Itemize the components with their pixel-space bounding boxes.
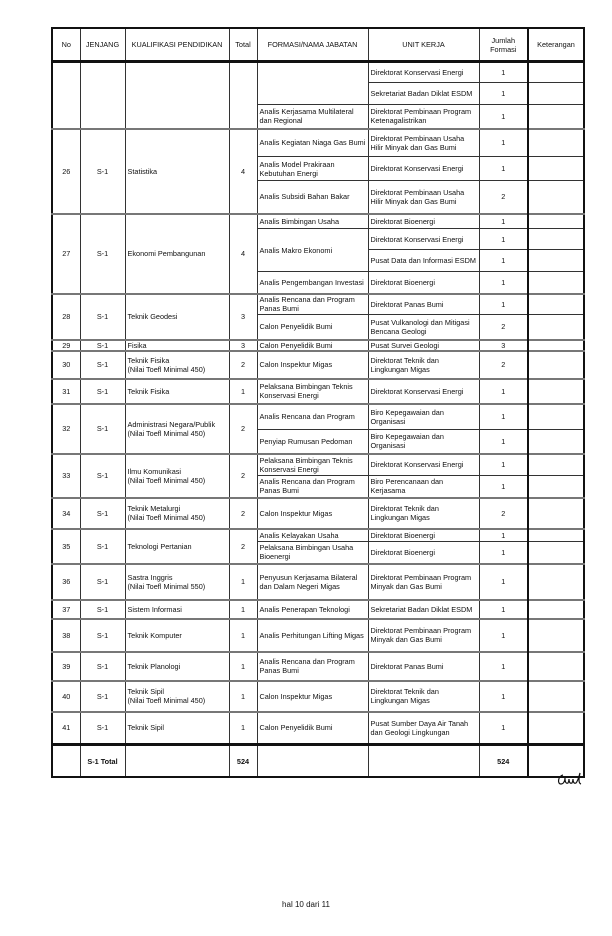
jumlah-formasi-cell: 1 bbox=[479, 294, 528, 315]
total-cell: 4 bbox=[229, 214, 257, 294]
no-cell bbox=[52, 62, 80, 129]
keterangan-cell bbox=[528, 250, 584, 272]
jenjang-cell: S-1 bbox=[80, 294, 125, 340]
no-cell: 28 bbox=[52, 294, 80, 340]
jumlah-formasi-cell: 2 bbox=[479, 351, 528, 379]
jenjang-cell: S-1 bbox=[80, 404, 125, 454]
jumlah-formasi-cell: 1 bbox=[479, 250, 528, 272]
keterangan-cell bbox=[528, 430, 584, 454]
unit-kerja-cell: Direktorat Teknik dan Lingkungan Migas bbox=[368, 351, 479, 379]
total-unit-cell bbox=[368, 745, 479, 778]
unit-kerja-cell: Pusat Vulkanologi dan Mitigasi Bencana Geologi bbox=[368, 315, 479, 340]
jenjang-cell: S-1 bbox=[80, 652, 125, 681]
jenjang-cell: S-1 bbox=[80, 129, 125, 214]
no-cell: 30 bbox=[52, 351, 80, 379]
table-row bbox=[52, 498, 584, 529]
table-row bbox=[52, 619, 584, 652]
keterangan-cell bbox=[528, 83, 584, 105]
table-row bbox=[52, 379, 584, 404]
keterangan-cell bbox=[528, 272, 584, 294]
table-row bbox=[52, 681, 584, 712]
keterangan-cell bbox=[528, 564, 584, 600]
jumlah-formasi-cell: 1 bbox=[479, 619, 528, 652]
kualifikasi-cell: Sistem Informasi bbox=[125, 600, 229, 619]
kualifikasi-cell: Ekonomi Pembangunan bbox=[125, 214, 229, 294]
jenjang-cell: S-1 bbox=[80, 712, 125, 745]
jenjang-cell: S-1 bbox=[80, 529, 125, 564]
jenjang-cell: S-1 bbox=[80, 379, 125, 404]
kualifikasi-cell: Teknik Komputer bbox=[125, 619, 229, 652]
jumlah-formasi-cell: 2 bbox=[479, 498, 528, 529]
keterangan-cell bbox=[528, 379, 584, 404]
jumlah-formasi-cell: 1 bbox=[479, 542, 528, 564]
unit-kerja-cell: Direktorat Panas Bumi bbox=[368, 652, 479, 681]
formasi-cell: Analis Model Prakiraan Kebutuhan Energi bbox=[257, 157, 368, 181]
header-formasi: FORMASI/NAMA JABATAN bbox=[257, 28, 368, 62]
total-cell: 3 bbox=[229, 294, 257, 340]
formasi-cell: Analis Pengembangan Investasi bbox=[257, 272, 368, 294]
jumlah-formasi-cell: 1 bbox=[479, 157, 528, 181]
jenjang-cell: S-1 bbox=[80, 340, 125, 351]
formasi-cell: Pelaksana Bimbingan Teknis Konservasi Energi bbox=[257, 379, 368, 404]
no-cell: 27 bbox=[52, 214, 80, 294]
formasi-cell: Analis Rencana dan Program Panas Bumi bbox=[257, 294, 368, 315]
jumlah-formasi-cell: 1 bbox=[479, 454, 528, 476]
keterangan-cell bbox=[528, 454, 584, 476]
no-cell: 37 bbox=[52, 600, 80, 619]
keterangan-cell bbox=[528, 62, 584, 83]
no-cell: 35 bbox=[52, 529, 80, 564]
keterangan-cell bbox=[528, 229, 584, 250]
table-row bbox=[52, 564, 584, 600]
formasi-cell: Analis Rencana dan Program bbox=[257, 404, 368, 430]
formasi-cell: Analis Rencana dan Program Panas Bumi bbox=[257, 476, 368, 498]
formasi-cell: Analis Kerjasama Multilateral dan Regional bbox=[257, 105, 368, 129]
formasi-cell: Analis Rencana dan Program Panas Bumi bbox=[257, 652, 368, 681]
no-cell: 40 bbox=[52, 681, 80, 712]
unit-kerja-cell: Direktorat Teknik dan Lingkungan Migas bbox=[368, 681, 479, 712]
total-cell: 1 bbox=[229, 681, 257, 712]
formasi-cell: Analis Bimbingan Usaha bbox=[257, 214, 368, 229]
total-kualifikasi-cell bbox=[125, 745, 229, 778]
total-row bbox=[52, 745, 584, 778]
formasi-cell: Penyiap Rumusan Pedoman bbox=[257, 430, 368, 454]
header-total: Total bbox=[229, 28, 257, 62]
kualifikasi-cell: Teknik Fisika bbox=[125, 379, 229, 404]
jumlah-formasi-cell: 1 bbox=[479, 529, 528, 542]
total-cell: 2 bbox=[229, 498, 257, 529]
jumlah-formasi-cell: 1 bbox=[479, 476, 528, 498]
jenjang-cell: S-1 bbox=[80, 564, 125, 600]
no-cell: 29 bbox=[52, 340, 80, 351]
no-cell: 41 bbox=[52, 712, 80, 745]
keterangan-cell bbox=[528, 712, 584, 745]
table-row bbox=[52, 214, 584, 229]
jumlah-formasi-cell: 1 bbox=[479, 272, 528, 294]
unit-kerja-cell: Direktorat Bioenergi bbox=[368, 272, 479, 294]
jumlah-formasi-cell: 1 bbox=[479, 229, 528, 250]
table-row bbox=[52, 529, 584, 542]
jumlah-formasi-cell: 2 bbox=[479, 315, 528, 340]
header-jumlah-formasi: Jumlah Formasi bbox=[479, 28, 528, 62]
kualifikasi-cell: Ilmu Komunikasi (Nilai Toefl Minimal 450) bbox=[125, 454, 229, 498]
jumlah-formasi-cell: 1 bbox=[479, 681, 528, 712]
keterangan-cell bbox=[528, 476, 584, 498]
unit-kerja-cell: Direktorat Konservasi Energi bbox=[368, 157, 479, 181]
unit-kerja-cell: Direktorat Bioenergi bbox=[368, 542, 479, 564]
total-cell bbox=[229, 62, 257, 129]
kualifikasi-cell: Teknik Geodesi bbox=[125, 294, 229, 340]
keterangan-cell bbox=[528, 619, 584, 652]
formasi-cell: Analis Makro Ekonomi bbox=[257, 229, 368, 272]
keterangan-cell bbox=[528, 600, 584, 619]
keterangan-cell bbox=[528, 351, 584, 379]
formasi-cell: Analis Kegiatan Niaga Gas Bumi bbox=[257, 129, 368, 157]
signature-initial bbox=[556, 772, 582, 788]
jenjang-cell: S-1 bbox=[80, 454, 125, 498]
keterangan-cell bbox=[528, 157, 584, 181]
page-number: hal 10 dari 11 bbox=[282, 900, 330, 909]
total-no-cell bbox=[52, 745, 80, 778]
keterangan-cell bbox=[528, 214, 584, 229]
table-row bbox=[52, 454, 584, 476]
unit-kerja-cell: Sekretariat Badan Diklat ESDM bbox=[368, 83, 479, 105]
keterangan-cell bbox=[528, 652, 584, 681]
table-header-row bbox=[52, 28, 584, 62]
no-cell: 36 bbox=[52, 564, 80, 600]
unit-kerja-cell: Direktorat Bioenergi bbox=[368, 529, 479, 542]
total-cell: 4 bbox=[229, 129, 257, 214]
unit-kerja-cell: Direktorat Pembinaan Program Minyak dan Gas Bumi bbox=[368, 564, 479, 600]
keterangan-cell bbox=[528, 404, 584, 430]
unit-kerja-cell: Direktorat Konservasi Energi bbox=[368, 62, 479, 83]
keterangan-cell bbox=[528, 181, 584, 214]
jumlah-formasi-cell: 1 bbox=[479, 600, 528, 619]
unit-kerja-cell: Pusat Data dan Informasi ESDM bbox=[368, 250, 479, 272]
unit-kerja-cell: Biro Perencanaan dan Kerjasama bbox=[368, 476, 479, 498]
jumlah-formasi-cell: 2 bbox=[479, 181, 528, 214]
kualifikasi-cell: Teknik Sipil bbox=[125, 712, 229, 745]
unit-kerja-cell: Pusat Survei Geologi bbox=[368, 340, 479, 351]
jenjang-cell: S-1 bbox=[80, 214, 125, 294]
table-row bbox=[52, 340, 584, 351]
total-label: S-1 Total bbox=[80, 745, 125, 778]
jumlah-formasi-cell: 1 bbox=[479, 404, 528, 430]
keterangan-cell bbox=[528, 340, 584, 351]
kualifikasi-cell: Sastra Inggris (Nilai Toefl Minimal 550) bbox=[125, 564, 229, 600]
jenjang-cell: S-1 bbox=[80, 351, 125, 379]
table-row bbox=[52, 62, 584, 83]
unit-kerja-cell: Biro Kepegawaian dan Organisasi bbox=[368, 430, 479, 454]
total-cell: 2 bbox=[229, 404, 257, 454]
kualifikasi-cell: Teknik Fisika (Nilai Toefl Minimal 450) bbox=[125, 351, 229, 379]
formasi-table bbox=[51, 27, 585, 778]
formasi-cell: Analis Kelayakan Usaha bbox=[257, 529, 368, 542]
header-unit-kerja: UNIT KERJA bbox=[368, 28, 479, 62]
no-cell: 39 bbox=[52, 652, 80, 681]
kualifikasi-cell: Administrasi Negara/Publik (Nilai Toefl Minimal 450) bbox=[125, 404, 229, 454]
formasi-cell: Calon Penyelidik Bumi bbox=[257, 315, 368, 340]
jenjang-cell: S-1 bbox=[80, 498, 125, 529]
table-row bbox=[52, 712, 584, 745]
jenjang-cell bbox=[80, 62, 125, 129]
formasi-cell: Analis Perhitungan Lifting Migas bbox=[257, 619, 368, 652]
table-row bbox=[52, 600, 584, 619]
total-formasi-cell bbox=[257, 745, 368, 778]
jenjang-cell: S-1 bbox=[80, 681, 125, 712]
jumlah-formasi-cell: 1 bbox=[479, 129, 528, 157]
unit-kerja-cell: Biro Kepegawaian dan Organisasi bbox=[368, 404, 479, 430]
unit-kerja-cell: Direktorat Pembinaan Program Minyak dan Gas Bumi bbox=[368, 619, 479, 652]
kualifikasi-cell: Teknik Sipil (Nilai Toefl Minimal 450) bbox=[125, 681, 229, 712]
kualifikasi-cell: Teknik Planologi bbox=[125, 652, 229, 681]
table-row bbox=[52, 351, 584, 379]
table-row bbox=[52, 129, 584, 157]
header-jenjang: JENJANG bbox=[80, 28, 125, 62]
kualifikasi-cell bbox=[125, 62, 229, 129]
kualifikasi-cell: Teknik Metalurgi (Nilai Toefl Minimal 450) bbox=[125, 498, 229, 529]
no-cell: 38 bbox=[52, 619, 80, 652]
total-cell: 2 bbox=[229, 351, 257, 379]
unit-kerja-cell: Direktorat Konservasi Energi bbox=[368, 454, 479, 476]
header-kualifikasi: KUALIFIKASI PENDIDIKAN bbox=[125, 28, 229, 62]
kualifikasi-cell: Statistika bbox=[125, 129, 229, 214]
no-cell: 32 bbox=[52, 404, 80, 454]
no-cell: 31 bbox=[52, 379, 80, 404]
unit-kerja-cell: Pusat Sumber Daya Air Tanah dan Geologi Lingkungan bbox=[368, 712, 479, 745]
jenjang-cell: S-1 bbox=[80, 600, 125, 619]
jumlah-formasi-cell: 1 bbox=[479, 564, 528, 600]
formasi-cell: Calon Inspektur Migas bbox=[257, 681, 368, 712]
unit-kerja-cell: Direktorat Panas Bumi bbox=[368, 294, 479, 315]
total-value: 524 bbox=[229, 745, 257, 778]
unit-kerja-cell: Direktorat Pembinaan Usaha Hilir Minyak dan Gas Bumi bbox=[368, 129, 479, 157]
unit-kerja-cell: Direktorat Teknik dan Lingkungan Migas bbox=[368, 498, 479, 529]
keterangan-cell bbox=[528, 105, 584, 129]
unit-kerja-cell: Direktorat Pembinaan Usaha Hilir Minyak dan Gas Bumi bbox=[368, 181, 479, 214]
unit-kerja-cell: Direktorat Konservasi Energi bbox=[368, 379, 479, 404]
table-body bbox=[52, 62, 584, 745]
total-cell: 3 bbox=[229, 340, 257, 351]
unit-kerja-cell: Direktorat Pembinaan Program Ketenagalistrikan bbox=[368, 105, 479, 129]
table-row bbox=[52, 652, 584, 681]
total-jumlah: 524 bbox=[479, 745, 528, 778]
jumlah-formasi-cell: 1 bbox=[479, 652, 528, 681]
formasi-cell: Pelaksana Bimbingan Usaha Bioenergi bbox=[257, 542, 368, 564]
total-cell: 2 bbox=[229, 454, 257, 498]
formasi-cell: Analis Subsidi Bahan Bakar bbox=[257, 181, 368, 214]
header-no: No bbox=[52, 28, 80, 62]
keterangan-cell bbox=[528, 681, 584, 712]
formasi-cell: Penyusun Kerjasama Bilateral dan Dalam Negeri Migas bbox=[257, 564, 368, 600]
formasi-cell: Calon Inspektur Migas bbox=[257, 351, 368, 379]
total-cell: 1 bbox=[229, 652, 257, 681]
total-cell: 1 bbox=[229, 379, 257, 404]
total-cell: 1 bbox=[229, 712, 257, 745]
table-row bbox=[52, 404, 584, 430]
keterangan-cell bbox=[528, 129, 584, 157]
formasi-cell bbox=[257, 62, 368, 105]
jumlah-formasi-cell: 1 bbox=[479, 83, 528, 105]
unit-kerja-cell: Sekretariat Badan Diklat ESDM bbox=[368, 600, 479, 619]
no-cell: 26 bbox=[52, 129, 80, 214]
keterangan-cell bbox=[528, 542, 584, 564]
formasi-cell: Calon Penyelidik Bumi bbox=[257, 712, 368, 745]
no-cell: 33 bbox=[52, 454, 80, 498]
jumlah-formasi-cell: 1 bbox=[479, 712, 528, 745]
total-cell: 1 bbox=[229, 600, 257, 619]
jumlah-formasi-cell: 1 bbox=[479, 379, 528, 404]
kualifikasi-cell: Teknologi Pertanian bbox=[125, 529, 229, 564]
table-row bbox=[52, 294, 584, 315]
jumlah-formasi-cell: 3 bbox=[479, 340, 528, 351]
jenjang-cell: S-1 bbox=[80, 619, 125, 652]
formasi-cell: Calon Penyelidik Bumi bbox=[257, 340, 368, 351]
keterangan-cell bbox=[528, 315, 584, 340]
header-keterangan: Keterangan bbox=[528, 28, 584, 62]
keterangan-cell bbox=[528, 498, 584, 529]
keterangan-cell bbox=[528, 529, 584, 542]
unit-kerja-cell: Direktorat Bioenergi bbox=[368, 214, 479, 229]
formasi-cell: Analis Penerapan Teknologi bbox=[257, 600, 368, 619]
total-cell: 1 bbox=[229, 619, 257, 652]
formasi-cell: Calon Inspektur Migas bbox=[257, 498, 368, 529]
jumlah-formasi-cell: 1 bbox=[479, 214, 528, 229]
kualifikasi-cell: Fisika bbox=[125, 340, 229, 351]
jumlah-formasi-cell: 1 bbox=[479, 105, 528, 129]
unit-kerja-cell: Direktorat Konservasi Energi bbox=[368, 229, 479, 250]
total-cell: 2 bbox=[229, 529, 257, 564]
no-cell: 34 bbox=[52, 498, 80, 529]
jumlah-formasi-cell: 1 bbox=[479, 62, 528, 83]
total-cell: 1 bbox=[229, 564, 257, 600]
jumlah-formasi-cell: 1 bbox=[479, 430, 528, 454]
keterangan-cell bbox=[528, 294, 584, 315]
formasi-cell: Pelaksana Bimbingan Teknis Konservasi Energi bbox=[257, 454, 368, 476]
